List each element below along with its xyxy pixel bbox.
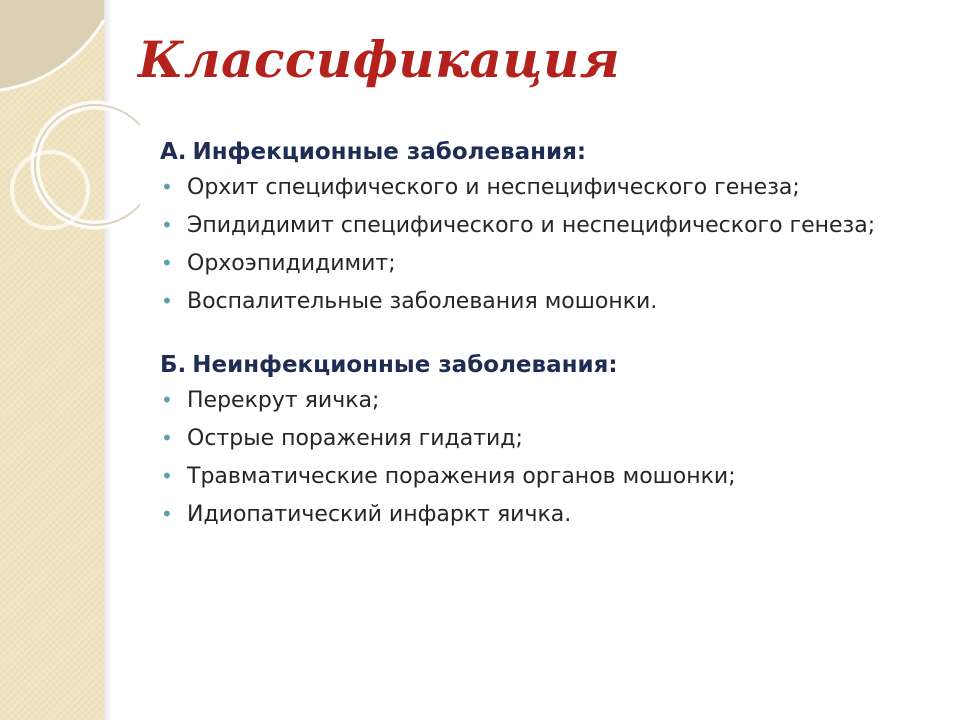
- bullet-icon: •: [161, 289, 173, 313]
- list-item: • Орхоэпидидимит;: [160, 248, 930, 279]
- section-a-colon: :: [576, 139, 587, 165]
- decorative-circles-ornament: [0, 0, 140, 260]
- section-b-title: Неинфекционные заболевания: [192, 352, 609, 378]
- list-item: • Острые поражения гидатид;: [160, 423, 930, 454]
- list-item: • Орхит специфического и неспецифического генеза;: [160, 172, 930, 203]
- section-b-colon: :: [608, 352, 618, 378]
- section-a-heading: [160, 132, 930, 172]
- section-a-list: [160, 172, 930, 317]
- bullet-icon: •: [161, 426, 173, 450]
- bullet-icon: •: [161, 251, 173, 275]
- slide-title: Классификация: [138, 30, 621, 89]
- slide-content: [160, 132, 930, 537]
- section-a-letter: А.: [160, 139, 187, 165]
- list-item: • Эпидидимит специфического и неспецифического генеза;: [160, 210, 930, 241]
- section-b-heading: [160, 345, 930, 385]
- bullet-icon: •: [161, 502, 173, 526]
- list-item: • Перекрут яичка;: [160, 385, 930, 416]
- list-item: • Идиопатический инфаркт яичка.: [160, 499, 930, 530]
- list-item: • Травматические поражения органов мошонки;: [160, 461, 930, 492]
- bullet-icon: •: [161, 464, 173, 488]
- section-a-title: Инфекционные заболевания: [192, 139, 577, 165]
- bullet-icon: •: [161, 175, 173, 199]
- section-b-list: [160, 385, 930, 530]
- bullet-icon: •: [161, 388, 173, 412]
- list-item: • Воспалительные заболевания мошонки.: [160, 286, 930, 317]
- bullet-icon: •: [161, 213, 173, 237]
- section-b-letter: Б.: [160, 352, 187, 378]
